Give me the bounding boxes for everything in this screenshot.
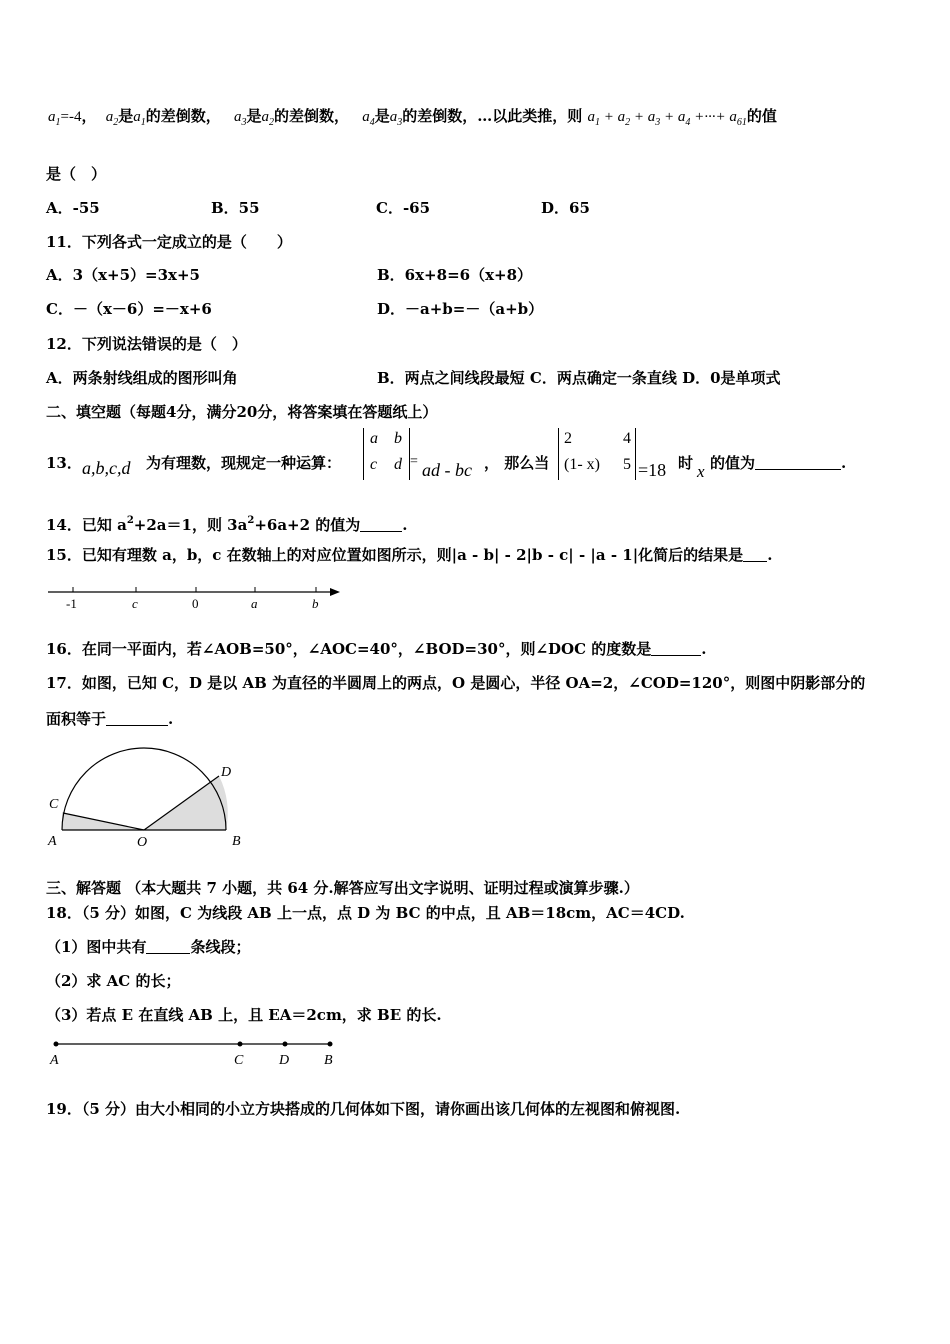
q10-sum: $a_1 + a_2 + a_3 + a_4$ +···+ $a_{61}$ <box>587 109 747 128</box>
q11-option-b: B．6x+8=6（x+8） <box>377 266 533 284</box>
q18-part3: （3）若点 E 在直线 AB 上，且 EA＝2cm，求 BE 的长. <box>46 1006 442 1024</box>
q18-part1: （1）图中共有 条线段； <box>46 938 251 956</box>
q13-m12: 4 <box>623 430 631 447</box>
q17-label-d: D <box>221 765 232 780</box>
q13-x: x <box>697 462 705 481</box>
q13-vars: a,b,c,d <box>82 458 131 478</box>
q10-option-a: A．-55 <box>46 199 100 217</box>
q18-point-a <box>54 1042 59 1047</box>
q10-option-d: D．65 <box>541 199 590 217</box>
q16-answer-blank <box>651 641 701 656</box>
q13-det-b: b <box>394 430 402 447</box>
q18-point-c <box>238 1042 243 1047</box>
q18-segment-figure <box>46 1036 346 1070</box>
q15-label-0: 0 <box>192 596 199 611</box>
q15-label-b: b <box>312 596 319 611</box>
q17-shaded-region-right <box>144 776 228 830</box>
q13-rhs: ad - bc <box>422 460 472 480</box>
q17-answer-blank <box>106 711 168 726</box>
q13-num: 13． <box>46 454 82 472</box>
q13-text4: 的值为 . <box>710 454 847 472</box>
q13-answer-blank <box>755 455 841 470</box>
q18-point-d <box>283 1042 288 1047</box>
q10-line2: 是（ ） <box>46 165 107 183</box>
q19: 19．（5 分）由大小相同的小立方块搭成的几何体如下图，请你画出该几何体的左视图和俯视图. <box>46 1100 681 1118</box>
q10-comma: ， <box>81 107 97 125</box>
q16: 16．在同一平面内，若∠AOB=50°，∠AOC=40°，∠BOD=30°，则∠DOC 的度数是 . <box>46 640 707 658</box>
q10-a1: $a_1$ <box>48 109 61 128</box>
q15-axis-arrow <box>330 588 340 596</box>
q17-label-a: A <box>48 834 57 849</box>
q13-eq18: =18 <box>638 460 667 480</box>
q15-label-minus1: -1 <box>66 596 77 611</box>
q17-line2: 面积等于 . <box>46 710 174 728</box>
q10-line1: $a_1=-4$， $a_2$是$a_1$的差倒数， $a_3$是$a_2$的差倒数， $a_4$是$a_3$的差倒数，…以此类推，则 $a_1 + a_2 + a_3 + a_4$ +···+ $a_{61}$的值 <box>48 107 777 128</box>
q13-m22: 5 <box>623 456 631 473</box>
q13-matrix <box>558 428 636 480</box>
q18-label-b: B <box>324 1053 333 1068</box>
q18-label-d: D <box>279 1053 290 1068</box>
q12-stem: 12．下列说法错误的是（ ） <box>46 335 247 353</box>
q17-semicircle-figure <box>44 740 254 850</box>
q13-determinant <box>363 428 410 480</box>
q15-label-c: c <box>132 596 138 611</box>
q11-stem: 11．下列各式一定成立的是（ ） <box>46 233 292 251</box>
q13-m11: 2 <box>564 430 572 447</box>
q15: 15．已知有理数 a，b，c 在数轴上的对应位置如图所示，则|a - b| - 2|b - c| - |a - 1|化简后的结果是 . <box>46 546 773 564</box>
q11-option-c: C．－（x－6）=－x+6 <box>46 300 212 318</box>
q12-option-bcd: B．两点之间线段最短 C．两点确定一条直线 D．0是单项式 <box>377 369 781 387</box>
q13-det-a: a <box>370 430 378 447</box>
q12-option-a: A．两条射线组成的图形叫角 <box>46 369 238 387</box>
q18-stem: 18．（5 分）如图，C 为线段 AB 上一点，点 D 为 BC 的中点，且 AB＝18cm，AC＝4CD. <box>46 904 685 922</box>
q11-option-a: A．3（x+5）=3x+5 <box>46 266 200 284</box>
q15-label-a: a <box>251 596 258 611</box>
q13-det-c: c <box>370 456 378 473</box>
q15-number-line <box>46 580 346 612</box>
q10-option-c: C．-65 <box>376 199 431 217</box>
q10-eq: =-4 <box>60 109 82 125</box>
q14-answer-blank <box>360 517 402 532</box>
section2-heading: 二、填空题（每题4分，满分20分，将答案填在答题纸上） <box>46 403 438 421</box>
q18-part2: （2）求 AC 的长； <box>46 972 181 990</box>
q18-answer-blank <box>146 939 190 954</box>
q18-label-a: A <box>50 1053 59 1068</box>
q13-text2: ， 那么当 <box>484 454 550 472</box>
q17-label-b: B <box>232 834 241 849</box>
q14: 14．已知 $a^2+2a=1$，则 $3a^2+6a+2$ 的值为 . <box>46 515 408 534</box>
q18-label-c: C <box>234 1053 244 1068</box>
section3-heading: 三、解答题 （本大题共 7 小题，共 64 分.解答应写出文字说明、证明过程或演算步骤.） <box>46 879 639 897</box>
q15-answer-blank <box>743 547 767 562</box>
q13-text1: 为有理数，现规定一种运算： <box>146 454 342 472</box>
q13-m21: (1- x) <box>564 456 600 473</box>
q10-option-b: B．55 <box>211 199 260 217</box>
q18-point-b <box>328 1042 333 1047</box>
q17-label-c: C <box>49 797 59 812</box>
q11-option-d: D．－a+b=－（a+b） <box>377 300 544 318</box>
q13-text3: 时 <box>678 454 694 472</box>
q13-det-d: d <box>394 456 402 473</box>
q17-label-o: O <box>137 835 148 850</box>
q17-line1: 17．如图，已知 C，D 是以 AB 为直径的半圆周上的两点，O 是圆心，半径 OA=2，∠COD=120°，则图中阴影部分的 <box>46 674 866 692</box>
